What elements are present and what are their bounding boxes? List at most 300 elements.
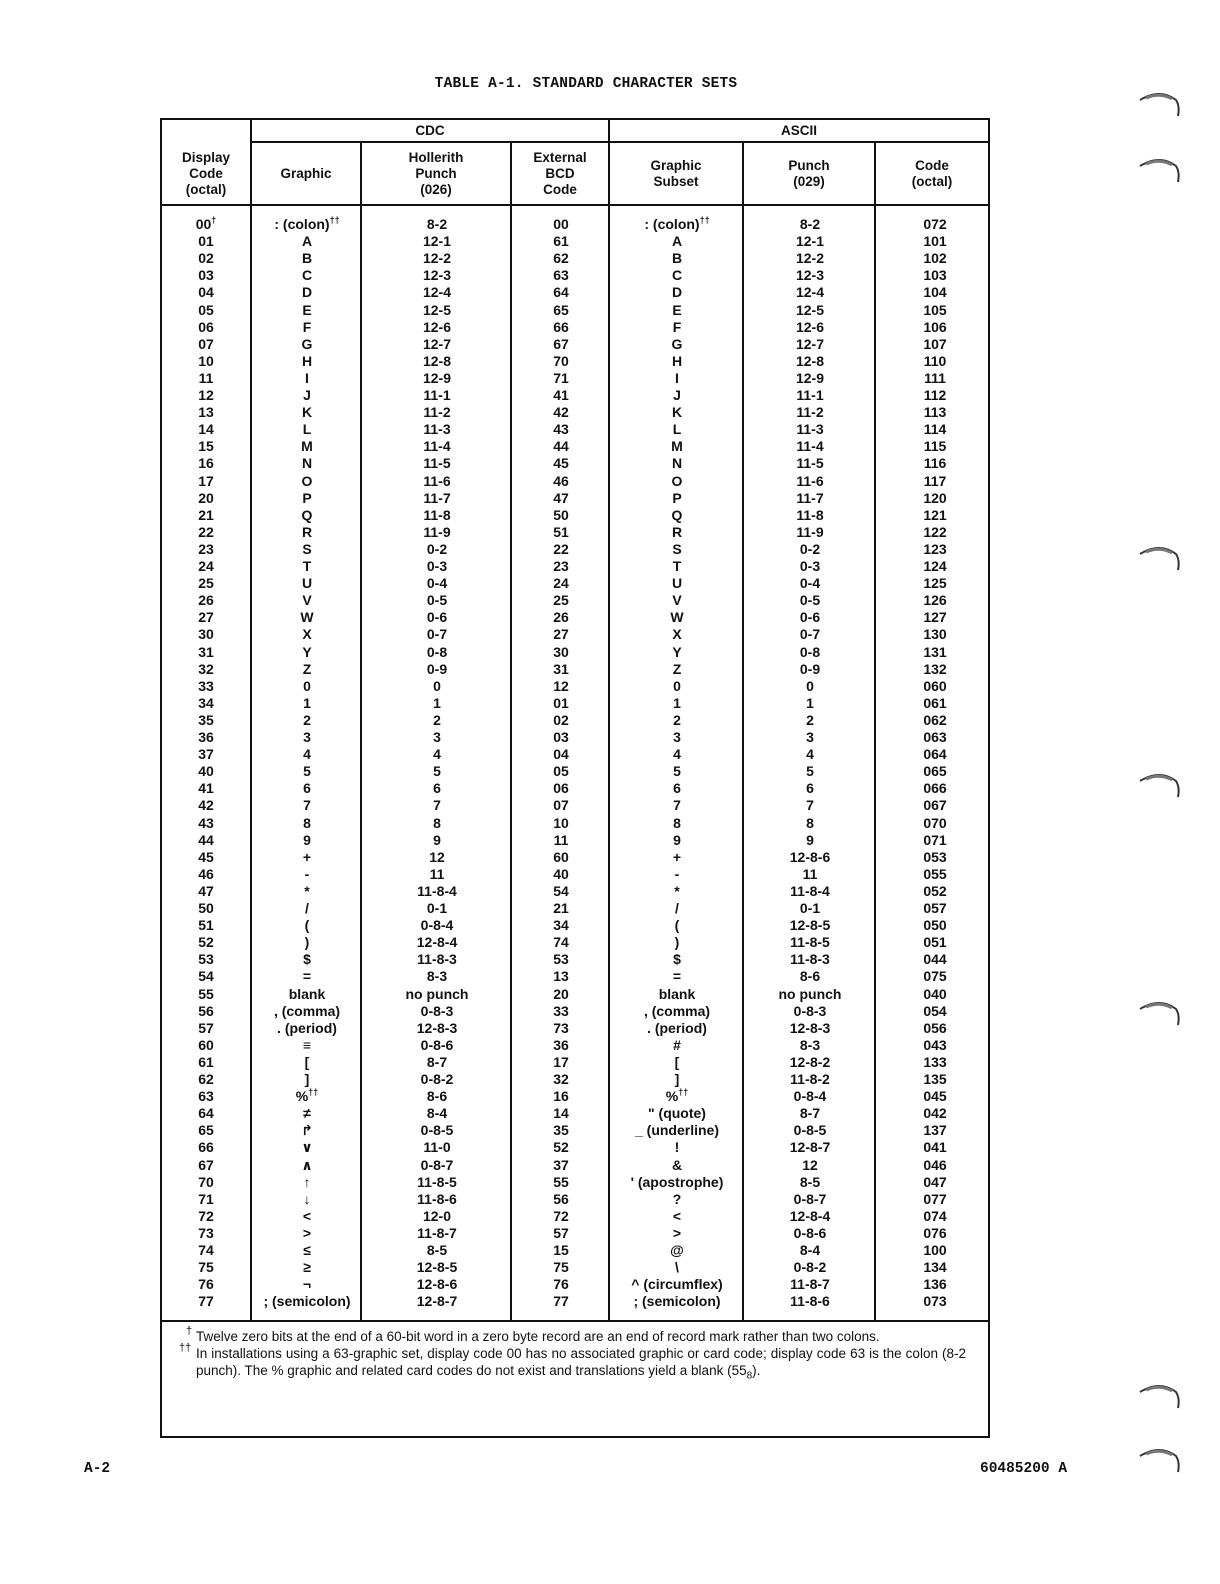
page-number: A-2 [84, 1461, 111, 1477]
cdc-graphic-cell: C [301, 267, 313, 284]
table-row [0, 1071, 1000, 1088]
ascii-graphic-cell: ; (semicolon) [633, 1293, 721, 1310]
ascii-graphic-cell: C [671, 267, 683, 284]
footnote-mark: †† [678, 1087, 689, 1098]
display-code-cell: 41 [198, 780, 214, 797]
punch-029-cell: 8 [806, 814, 814, 831]
octal-code-cell: 042 [923, 1105, 947, 1122]
display-code-cell: 43 [198, 814, 214, 831]
ascii-graphic-cell: 8 [673, 814, 681, 831]
display-code-cell: 30 [198, 626, 214, 643]
hollerith-punch-cell: 11-8-5 [417, 1173, 457, 1190]
cdc-graphic-cell: M [301, 438, 313, 455]
punch-029-cell: 12-8-7 [789, 1139, 831, 1156]
display-code-cell: 51 [198, 917, 214, 934]
punch-029-cell: 0-8-7 [793, 1190, 827, 1207]
ascii-graphic-cell: 2 [673, 711, 681, 728]
cdc-graphic-cell: U [301, 575, 313, 592]
external-bcd-cell: 60 [553, 848, 569, 865]
table-row [0, 387, 1000, 404]
cdc-graphic-cell: %†† [295, 1087, 319, 1105]
external-bcd-cell: 62 [553, 250, 569, 267]
punch-029-cell: 0-7 [799, 626, 821, 643]
display-code-cell: 02 [198, 250, 214, 267]
external-bcd-cell: 47 [553, 489, 569, 506]
cdc-graphic-cell: ≤ [303, 1242, 311, 1258]
display-code-cell: 15 [198, 438, 214, 455]
cdc-graphic-cell: = [302, 968, 312, 985]
hollerith-punch-cell: 0-8-3 [420, 1002, 454, 1019]
display-code-cell: 46 [198, 865, 214, 882]
cdc-graphic-cell: K [301, 404, 313, 421]
cdc-graphic-cell: [ [304, 1053, 310, 1070]
display-code-cell: 61 [198, 1053, 214, 1070]
cdc-graphic-cell: H [301, 352, 313, 369]
octal-code-cell: 135 [923, 1071, 947, 1087]
punch-029-cell: 6 [806, 780, 814, 797]
table-row [0, 1037, 1000, 1054]
punch-029-cell: 8-6 [799, 968, 821, 985]
table-row [0, 1088, 1000, 1105]
octal-code-cell: 074 [923, 1207, 947, 1224]
octal-code-cell: 100 [923, 1242, 947, 1258]
display-code-cell: 10 [198, 352, 214, 369]
ascii-graphic-cell: Q [671, 506, 683, 523]
header-ascii: ASCII [780, 122, 817, 138]
hollerith-punch-cell: 0-9 [426, 660, 448, 677]
hollerith-punch-cell: 4 [433, 746, 441, 763]
ascii-graphic-cell: I [675, 369, 679, 386]
ascii-graphic-cell: # [673, 1036, 681, 1053]
punch-029-cell: 12-7 [795, 335, 825, 352]
octal-code-cell: 061 [923, 694, 947, 711]
ascii-graphic-cell: %†† [665, 1087, 689, 1105]
table-row [0, 558, 1000, 575]
table-row [0, 832, 1000, 849]
ascii-graphic-cell: ) [674, 934, 680, 951]
external-bcd-cell: 26 [553, 609, 569, 626]
octal-code-cell: 136 [923, 1276, 947, 1293]
ascii-graphic-cell: A [671, 233, 683, 250]
display-code-cell: 13 [198, 404, 214, 421]
punch-029-cell: 0-4 [799, 575, 821, 592]
external-bcd-cell: 53 [553, 951, 569, 968]
punch-029-cell: 0 [806, 677, 814, 694]
hollerith-punch-cell: 11-9 [423, 523, 451, 540]
cdc-graphic-cell: 9 [303, 831, 311, 848]
display-code-cell: 21 [198, 506, 214, 523]
display-code-cell: 52 [198, 934, 214, 951]
hollerith-punch-cell: 11-1 [423, 387, 451, 403]
external-bcd-cell: 46 [553, 472, 569, 489]
display-code-cell: 62 [198, 1071, 214, 1087]
cdc-graphic-cell: / [305, 900, 309, 916]
octal-code-cell: 121 [923, 506, 947, 523]
external-bcd-cell: 63 [553, 267, 569, 284]
external-bcd-cell: 71 [553, 369, 569, 386]
table-row [0, 1174, 1000, 1191]
external-bcd-cell: 25 [553, 592, 569, 609]
octal-code-cell: 105 [923, 301, 947, 318]
display-code-cell: 71 [198, 1190, 214, 1207]
header-external-bcd: External BCD Code [533, 149, 587, 197]
ascii-graphic-cell: blank [658, 985, 696, 1002]
footnotes [179, 1325, 966, 1385]
display-code-cell: 44 [198, 831, 214, 848]
display-code-cell: 01 [198, 233, 214, 250]
display-code-cell: 57 [198, 1019, 214, 1036]
binder-hole-icon [1138, 1378, 1182, 1418]
table-row [0, 1225, 1000, 1242]
ascii-graphic-cell: P [672, 489, 682, 506]
hollerith-punch-cell: 11-4 [423, 438, 451, 455]
dagger-mark: † [186, 1325, 193, 1337]
binder-hole-icon [1138, 540, 1182, 580]
hollerith-punch-cell: 0-8-2 [420, 1071, 454, 1087]
punch-029-cell: 0-8-6 [793, 1224, 827, 1241]
footnote-mark: †† [329, 215, 340, 225]
hollerith-punch-cell: 11-6 [423, 472, 451, 489]
ascii-graphic-cell: ' (apostrophe) [630, 1173, 724, 1190]
display-code-cell: 73 [198, 1224, 214, 1241]
octal-code-cell: 040 [923, 985, 947, 1002]
punch-029-cell: 0-9 [799, 660, 821, 677]
table-row [0, 797, 1000, 814]
footnote-mark: †† [699, 215, 710, 225]
hollerith-punch-cell: 11 [429, 865, 445, 882]
document-number: 60485200 A [980, 1461, 1068, 1477]
cdc-graphic-cell: - [304, 865, 310, 882]
external-bcd-cell: 36 [553, 1036, 569, 1053]
cdc-graphic-cell: * [304, 882, 310, 899]
cdc-graphic-cell: D [301, 284, 313, 301]
cdc-graphic-cell: < [302, 1207, 312, 1224]
punch-029-cell: 0-1 [799, 900, 821, 916]
external-bcd-cell: 56 [553, 1190, 569, 1207]
punch-029-cell: 11-3 [796, 421, 824, 438]
ascii-graphic-cell: > [672, 1224, 682, 1241]
ascii-graphic-cell: U [671, 575, 683, 592]
cdc-graphic-cell: : (colon)†† [274, 215, 340, 232]
display-code-cell: 66 [198, 1139, 214, 1156]
cdc-graphic-cell: 0 [303, 677, 311, 694]
table-row [0, 1003, 1000, 1020]
header-graphic-subset: Graphic Subset [650, 157, 702, 189]
hollerith-punch-cell: 12-6 [422, 318, 452, 335]
hollerith-punch-cell: 6 [433, 780, 441, 797]
punch-029-cell: 11-2 [796, 404, 824, 421]
punch-029-cell: 7 [806, 797, 814, 814]
external-bcd-cell: 05 [553, 763, 569, 780]
octal-code-cell: 064 [923, 746, 947, 763]
external-bcd-cell: 03 [553, 729, 569, 745]
octal-code-cell: 073 [923, 1293, 947, 1310]
hollerith-punch-cell: 12-8-3 [416, 1019, 458, 1036]
hollerith-punch-cell: 8-6 [426, 1088, 448, 1105]
table-row [0, 695, 1000, 712]
ascii-graphic-cell: - [674, 865, 680, 882]
hollerith-punch-cell: 12-8-4 [416, 934, 458, 951]
ascii-graphic-cell: : (colon)†† [644, 215, 710, 232]
hollerith-punch-cell: 0-1 [426, 900, 448, 916]
hollerith-punch-cell: 11-8 [423, 506, 451, 523]
hollerith-punch-cell: 0-5 [426, 592, 448, 609]
hollerith-punch-cell: 12-8-5 [416, 1259, 458, 1276]
octal-code-cell: 063 [923, 729, 947, 745]
ascii-graphic-cell: 1 [673, 694, 681, 711]
cdc-graphic-cell: T [302, 558, 312, 574]
external-bcd-cell: 54 [553, 882, 569, 899]
octal-code-cell: 070 [923, 814, 947, 831]
table-row [0, 490, 1000, 507]
binder-hole-icon [1138, 767, 1182, 807]
display-code-cell: 23 [198, 540, 214, 557]
table-row [0, 592, 1000, 609]
display-code-cell: 53 [198, 951, 214, 968]
cdc-graphic-cell: 7 [303, 797, 311, 814]
cdc-graphic-cell: A [301, 233, 313, 250]
table-row [0, 575, 1000, 592]
cdc-graphic-cell: S [302, 540, 312, 557]
ascii-graphic-cell: < [672, 1207, 682, 1224]
table-row [0, 302, 1000, 319]
punch-029-cell: 5 [806, 763, 814, 780]
hollerith-punch-cell: 5 [433, 763, 441, 780]
ascii-graphic-cell: = [672, 968, 682, 985]
display-code-cell: 04 [198, 284, 214, 301]
cdc-graphic-cell: ≡ [302, 1036, 312, 1053]
punch-029-cell: 0-5 [799, 592, 821, 609]
cdc-graphic-cell: E [302, 301, 312, 318]
cdc-graphic-cell: L [302, 421, 312, 438]
table-row [0, 284, 1000, 301]
hollerith-punch-cell: 12-2 [422, 250, 452, 267]
display-code-cell: 14 [198, 421, 214, 438]
ascii-graphic-cell: X [672, 626, 682, 643]
cdc-graphic-cell: J [303, 387, 311, 403]
ascii-graphic-cell: " (quote) [648, 1105, 706, 1122]
octal-code-cell: 101 [923, 233, 947, 250]
punch-029-cell: 8-3 [799, 1036, 821, 1053]
cdc-graphic-cell: X [302, 626, 312, 643]
ascii-graphic-cell: B [671, 250, 683, 267]
octal-code-cell: 065 [923, 763, 947, 780]
octal-code-cell: 055 [923, 865, 947, 882]
table-row [0, 883, 1000, 900]
display-code-cell: 17 [198, 472, 214, 489]
binder-hole-icon [1138, 995, 1182, 1035]
octal-code-cell: 126 [923, 592, 947, 609]
external-bcd-cell: 07 [553, 797, 569, 814]
octal-code-cell: 112 [923, 387, 947, 403]
ascii-graphic-cell: S [672, 540, 682, 557]
octal-code-cell: 056 [923, 1019, 947, 1036]
octal-code-cell: 120 [923, 489, 947, 506]
hollerith-punch-cell: 8-4 [426, 1105, 448, 1122]
punch-029-cell: 0-8 [799, 643, 821, 660]
octal-code-cell: 103 [923, 267, 947, 284]
ascii-graphic-cell: T [672, 558, 682, 574]
footnote-1: † Twelve zero bits at the end of a 60-bit word in a zero byte record are an end of record mark rather than two colons. [186, 1325, 880, 1344]
table-row [0, 1191, 1000, 1208]
punch-029-cell: 12-8 [795, 352, 825, 369]
punch-029-cell: 12-6 [795, 318, 825, 335]
table-row [0, 986, 1000, 1003]
ascii-graphic-cell: ] [674, 1071, 680, 1087]
punch-029-cell: no punch [778, 985, 842, 1002]
header-cdc: CDC [415, 122, 445, 138]
ascii-graphic-cell: 5 [673, 763, 681, 780]
punch-029-cell: 4 [806, 746, 814, 763]
octal-code-cell: 054 [923, 1002, 947, 1019]
octal-code-cell: 104 [923, 284, 947, 301]
octal-code-cell: 072 [923, 216, 947, 232]
table-row [0, 815, 1000, 832]
ascii-graphic-cell: N [671, 455, 683, 472]
punch-029-cell: 11-8-3 [790, 951, 830, 968]
external-bcd-cell: 04 [553, 746, 569, 763]
hollerith-punch-cell: 12 [429, 848, 445, 865]
punch-029-cell: 8-7 [799, 1105, 821, 1122]
display-code-cell: 40 [198, 763, 214, 780]
hollerith-punch-cell: 2 [433, 711, 441, 728]
ascii-graphic-cell: L [672, 421, 682, 438]
cdc-graphic-cell: + [302, 848, 312, 865]
external-bcd-cell: 22 [553, 540, 569, 557]
octal-code-cell: 133 [923, 1053, 947, 1070]
divider-h-header [160, 204, 990, 206]
display-code-cell: 50 [198, 900, 214, 916]
external-bcd-cell: 17 [553, 1053, 569, 1070]
punch-029-cell: 12-9 [795, 369, 825, 386]
punch-029-cell: 0-8-2 [793, 1259, 827, 1276]
hollerith-punch-cell: 12-7 [422, 335, 452, 352]
hollerith-punch-cell: 0-8 [426, 643, 448, 660]
table-row [0, 455, 1000, 472]
external-bcd-cell: 20 [553, 985, 569, 1002]
display-code-cell: 34 [198, 694, 214, 711]
table-row [0, 233, 1000, 250]
table-row [0, 934, 1000, 951]
punch-029-cell: 11-8-2 [790, 1071, 830, 1087]
octal-code-cell: 114 [923, 421, 947, 438]
header-cdc-graphic: Graphic [280, 165, 332, 181]
header-display-code: Display Code (octal) [181, 149, 231, 197]
octal-code-cell: 075 [923, 968, 947, 985]
external-bcd-cell: 01 [553, 694, 569, 711]
table-row [0, 507, 1000, 524]
display-code-cell: 77 [198, 1293, 214, 1310]
hollerith-punch-cell: 12-8-6 [416, 1276, 458, 1293]
table-row [0, 951, 1000, 968]
ascii-graphic-cell: @ [670, 1242, 684, 1258]
external-bcd-cell: 43 [553, 421, 569, 438]
table-row [0, 661, 1000, 678]
hollerith-punch-cell: 0-4 [426, 575, 448, 592]
octal-code-cell: 127 [923, 609, 947, 626]
ascii-graphic-cell: W [670, 609, 684, 626]
ascii-graphic-cell: 0 [673, 677, 681, 694]
hollerith-punch-cell: 11-8-6 [417, 1190, 457, 1207]
cdc-graphic-cell: ( [304, 917, 310, 934]
hollerith-punch-cell: 12-8-7 [416, 1293, 458, 1310]
external-bcd-cell: 16 [553, 1088, 569, 1105]
punch-029-cell: 12-3 [795, 267, 825, 284]
octal-code-cell: 134 [923, 1259, 947, 1276]
cdc-graphic-cell: 2 [303, 711, 311, 728]
ascii-graphic-cell: _ (underline) [634, 1122, 719, 1139]
ascii-graphic-cell: 4 [673, 746, 681, 763]
display-code-cell: 32 [198, 660, 214, 677]
display-code-cell: 65 [198, 1122, 214, 1139]
cdc-graphic-cell: ↱ [301, 1122, 313, 1139]
octal-code-cell: 047 [923, 1173, 947, 1190]
ascii-graphic-cell: O [671, 472, 683, 489]
hollerith-punch-cell: 11-8-4 [417, 882, 457, 899]
ascii-graphic-cell: 9 [673, 831, 681, 848]
octal-code-cell: 046 [923, 1156, 947, 1173]
cdc-graphic-cell: N [301, 455, 313, 472]
table-row [0, 319, 1000, 336]
cdc-graphic-cell: ≠ [303, 1105, 311, 1122]
binder-hole-icon [1138, 1442, 1182, 1482]
octal-code-cell: 102 [923, 250, 947, 267]
table-row [0, 1122, 1000, 1139]
hollerith-punch-cell: 0-8-4 [420, 917, 454, 934]
octal-code-cell: 130 [923, 626, 947, 643]
octal-code-cell: 107 [923, 335, 947, 352]
table-row [0, 917, 1000, 934]
external-bcd-cell: 45 [553, 455, 569, 472]
punch-029-cell: 11-8-7 [790, 1276, 830, 1293]
ascii-graphic-cell: . (period) [647, 1019, 707, 1036]
ascii-graphic-cell: ! [674, 1139, 680, 1156]
display-code-cell: 75 [198, 1259, 214, 1276]
external-bcd-cell: 34 [553, 917, 569, 934]
table-row [0, 644, 1000, 661]
display-code-cell: 11 [198, 369, 214, 386]
display-code-cell: 60 [198, 1036, 214, 1053]
punch-029-cell: 11-5 [796, 455, 824, 472]
table-row [0, 370, 1000, 387]
octal-code-cell: 117 [923, 472, 947, 489]
punch-029-cell: 11-1 [796, 387, 824, 403]
table-row [0, 609, 1000, 626]
external-bcd-cell: 24 [553, 575, 569, 592]
punch-029-cell: 12 [802, 1156, 818, 1173]
external-bcd-cell: 15 [553, 1242, 569, 1258]
punch-029-cell: 11-8-6 [790, 1293, 830, 1310]
double-dagger-mark: †† [179, 1342, 192, 1354]
display-code-cell: 06 [198, 318, 214, 335]
external-bcd-cell: 31 [553, 660, 569, 677]
cdc-graphic-cell: , (comma) [273, 1002, 341, 1019]
external-bcd-cell: 67 [553, 335, 569, 352]
punch-029-cell: 11 [802, 865, 818, 882]
punch-029-cell: 8-2 [799, 216, 821, 232]
table-row [0, 1020, 1000, 1037]
external-bcd-cell: 65 [553, 301, 569, 318]
display-code-cell: 12 [198, 387, 214, 403]
cdc-graphic-cell: Q [301, 506, 313, 523]
punch-029-cell: 2 [806, 711, 814, 728]
display-code-cell: 31 [198, 643, 214, 660]
octal-code-cell: 116 [923, 455, 947, 472]
table-row [0, 1054, 1000, 1071]
cdc-graphic-cell: 5 [303, 763, 311, 780]
external-bcd-cell: 11 [553, 831, 569, 848]
punch-029-cell: 12-8-5 [789, 917, 831, 934]
